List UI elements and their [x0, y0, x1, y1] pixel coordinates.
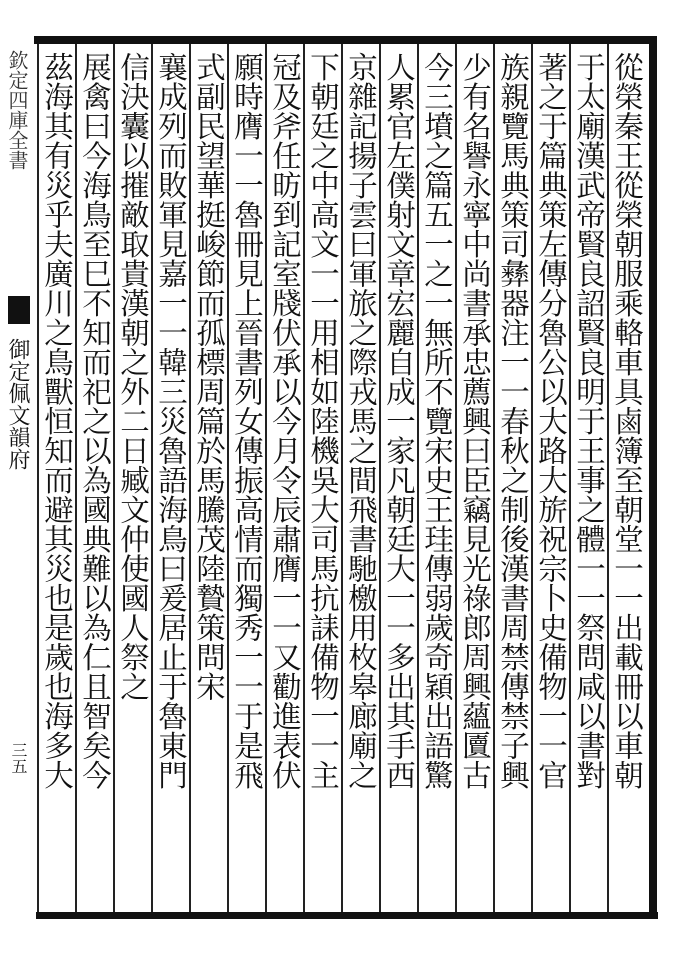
- text-column: 族親覽馬典策司彝器注一一春秋之制後漢書周禁傳禁子興: [496, 52, 530, 790]
- top-border: [34, 36, 656, 44]
- text-column: 式副民望華挺峻節而孤標周篇於馬騰茂陸贄策問宋: [192, 52, 226, 701]
- text-column: 茲海其有災乎夫廣川之鳥獸恒知而避其災也是歲也海多大: [40, 52, 74, 790]
- text-column: 于太廟漢武帝賢良詔賢良明于王事之體一一祭問咸以書對: [572, 52, 606, 790]
- text-column: 少有名譽永寧中尚書承忠薦興曰臣竊見光祿郎周興蘊匵古: [458, 52, 492, 790]
- margin-black-block: [8, 296, 30, 324]
- text-column: 信決囊以摧敵取貴漢朝之外二日臧文仲使國人祭之: [116, 52, 150, 701]
- page-number: 三五: [9, 742, 28, 774]
- text-column: 襄成列而敗軍見嘉一一韓三災魯語海鳥曰爰居止于魯東門: [154, 52, 188, 790]
- text-column: 下朝廷之中高文一一用相如陸機吳大司馬抗誄備物一一主: [306, 52, 340, 790]
- bottom-border: [36, 912, 658, 919]
- text-column: 願時膺一一魯冊見上晉書列女傳振高情而獨秀一一于是飛: [230, 52, 264, 790]
- text-column: 從榮秦王從榮朝服乘輅車具鹵簿至朝堂一一出載冊以車朝: [610, 52, 644, 790]
- margin-fragment: 欽定四庫全書: [5, 50, 29, 170]
- text-column: 冠及斧任昉到記室牋伏承以今月令辰肅膺一一又勸進表伏: [268, 52, 302, 790]
- column-rule: [37, 44, 39, 912]
- text-column: 今三墳之篇五一之一無所不覽宋史王珪傳弱歲奇穎出語驚: [420, 52, 454, 790]
- text-column: 京雜記揚子雲曰軍旅之際戎馬之間飛書馳檄用枚皋廊廟之: [344, 52, 378, 790]
- text-column: 著之于篇典策左傳分魯公以大路大旂祝宗卜史備物一一官: [534, 52, 568, 790]
- book-title: 御定佩文韻府: [5, 338, 30, 470]
- text-column: 人累官左僕射文章宏麗自成一家凡朝廷大一一多出其手西: [382, 52, 416, 790]
- text-column: 展禽曰今海鳥至巳不知而祀之以為國典難以為仁且智矣今: [78, 52, 112, 790]
